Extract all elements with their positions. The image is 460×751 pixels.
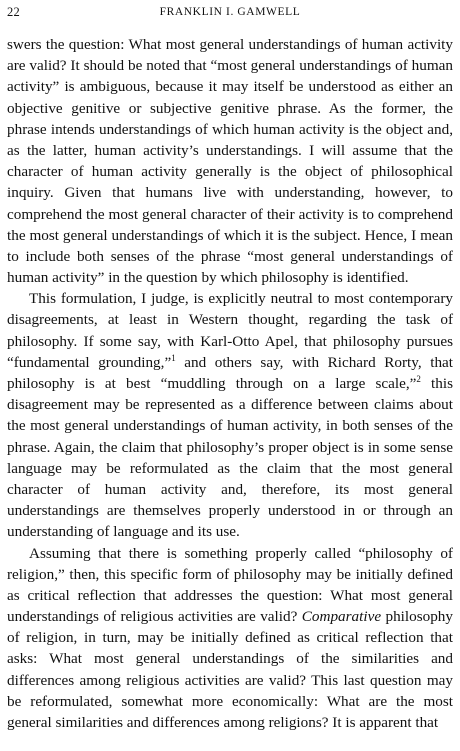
footnote-marker: 1 bbox=[171, 352, 176, 363]
paragraph bbox=[7, 288, 453, 542]
page-header bbox=[7, 4, 453, 20]
paragraph-text: philosophy of religion, in turn, may be initially defined as critical reflection that asks: What most general understandings of the similarities and differences among religious activities are valid? This last question may be reformulated, somewhat more economically: What are the most general similarities and differences among religions? It is apparent that bbox=[7, 608, 453, 731]
paragraph bbox=[7, 34, 453, 288]
paragraph-text: This formulation, I judge, is explicitly neutral to most contemporary disagreements, at least in Western thought, regarding the task of philosophy. If some say, with Karl-Otto Apel, that philosophy pursues “fundamental grounding,” bbox=[7, 290, 453, 371]
paragraph-text: swers the question: What most general understandings of human activity are valid? It should be noted that “most general understandings of human activity” is ambiguous, because it may itself be understood as either an objective genitive or subjective genitive phrase. As the former, the phrase intends understandings of which human activity is the object and, as the latter, human activity’s understandings. I will assume that the character of human activity generally is the object of philosophical inquiry. Given that humans live with understanding, however, to comprehend the most general character of their activity is to comprehend the most general understandings of which it is the subject. Hence, I mean to include both senses of the phrase “most general understandings of human activity” in the question by which philosophy is identified. bbox=[7, 36, 453, 287]
paragraph-text: Assuming that there is something properly called “philosophy of religion,” then, this specific form of philosophy may be initially defined as critical reflection that addresses the question: What most general understandings of religious activities are valid? bbox=[7, 544, 453, 626]
emphasized-text: Comparative bbox=[301, 608, 382, 626]
paragraph-text: this disagreement may be represented as a difference between claims about the most general understandings of human activity, in both senses of the phrase. Again, the claim that philosophy’s proper object is in some sense language may be reformulated as the claim that the most general character of human activity and, therefore, its most general understandings are themselves properly understood in or through an understanding of language and its use. bbox=[7, 375, 453, 541]
page-number: 22 bbox=[7, 5, 21, 19]
paragraph-text: and others say, with Richard Rorty, that philosophy is at best “muddling through on a large scale,” bbox=[7, 353, 453, 392]
footnote-marker: 2 bbox=[416, 373, 421, 384]
running-head: FRANKLIN I. GAMWELL bbox=[159, 6, 301, 18]
paragraph bbox=[7, 543, 453, 734]
body-text bbox=[7, 34, 453, 733]
